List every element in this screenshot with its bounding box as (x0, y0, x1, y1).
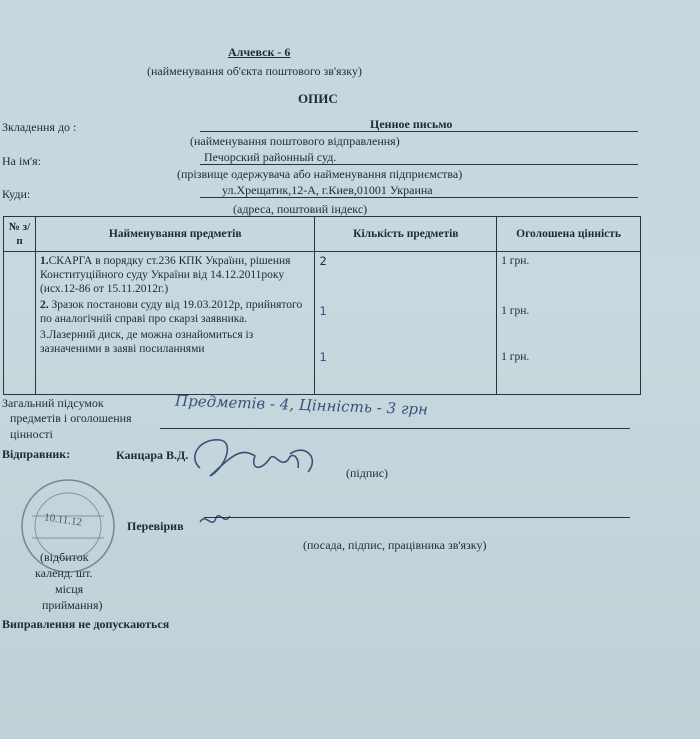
sender-label: Відправник: (2, 447, 71, 461)
col-header-qty: Кількість предметів (315, 217, 497, 252)
recipient-caption: (прізвище одержувача або найменування підприємства) (177, 167, 463, 181)
qty-item-1: 2 (319, 254, 327, 268)
stamp-date: 10.11.12 (43, 511, 83, 529)
enclosure-label: Зкладення до : (2, 120, 77, 134)
summary-label-3: цінності (10, 427, 53, 441)
checker-label: Перевірив (127, 519, 184, 533)
sender-name: Канцара В.Д. (116, 448, 189, 462)
value-item-3: 1 грн. (501, 351, 530, 363)
destination-caption: (адреса, поштовий індекс) (233, 202, 368, 216)
list-item: 1.СКАРГА в порядку ст.236 КПК України, рішення Конституційного суду України від 14.12.2011року (исх.12-86 от 15.11.2012г.) (39, 255, 291, 295)
qty-item-3: 1 (319, 350, 327, 364)
sender-signature (180, 428, 330, 490)
stamp-caption-3: місця (55, 582, 84, 596)
col-header-name: Найменування предметів (35, 217, 315, 252)
office-caption: (найменування об'єкта поштового зв'язку) (147, 64, 362, 78)
col-header-number: № з/п (4, 217, 36, 252)
checker-caption: (посада, підпис, працівника зв'язку) (303, 538, 487, 552)
summary-label-2: предметів і оголошення (10, 411, 132, 425)
office-name: Алчевск - 6 (228, 45, 291, 59)
number-cell (4, 252, 36, 395)
recipient-label: На ім'я: (2, 154, 41, 168)
signature-caption: (підпис) (346, 466, 389, 480)
recipient-value: Печорский районный суд. (204, 150, 337, 164)
stamp-caption-2: календ. шт. (35, 566, 93, 580)
value-item-2: 1 грн. (501, 305, 530, 317)
value-item-1: 1 грн. (501, 255, 530, 267)
enclosure-value: Ценное письмо (370, 117, 453, 131)
enclosure-caption: (найменування поштового відправлення) (190, 134, 400, 148)
summary-label-1: Загальний підсумок (2, 396, 104, 410)
checker-signature (196, 508, 236, 534)
value-cell (497, 252, 641, 395)
list-item: 2. Зразок постанови суду від 19.03.2012р, прийнятого по аналогічній справі про скарзі заявника. (39, 299, 303, 325)
footer-note: Виправлення не допускаються (2, 617, 170, 631)
page-title: ОПИС (298, 91, 338, 106)
list-item: 3.Лазерний диск, де можна ознайомиться із зазначеними в заяві посиланнями (39, 329, 254, 355)
qty-item-2: 1 (319, 304, 327, 318)
stamp-caption-4: приймання) (42, 598, 103, 612)
destination-value: ул.Хрещатик,12-А, г.Киев,01001 Украина (222, 183, 433, 197)
col-header-value: Оголошена цінність (497, 217, 641, 252)
destination-label: Куди: (2, 187, 31, 201)
item-names-cell (35, 252, 315, 395)
qty-cell (315, 252, 497, 395)
summary-handwritten: Предметів - 4, Цінність - 3 грн (174, 391, 429, 419)
stamp-caption-1: (відбиток (40, 550, 89, 564)
items-table (3, 216, 641, 395)
